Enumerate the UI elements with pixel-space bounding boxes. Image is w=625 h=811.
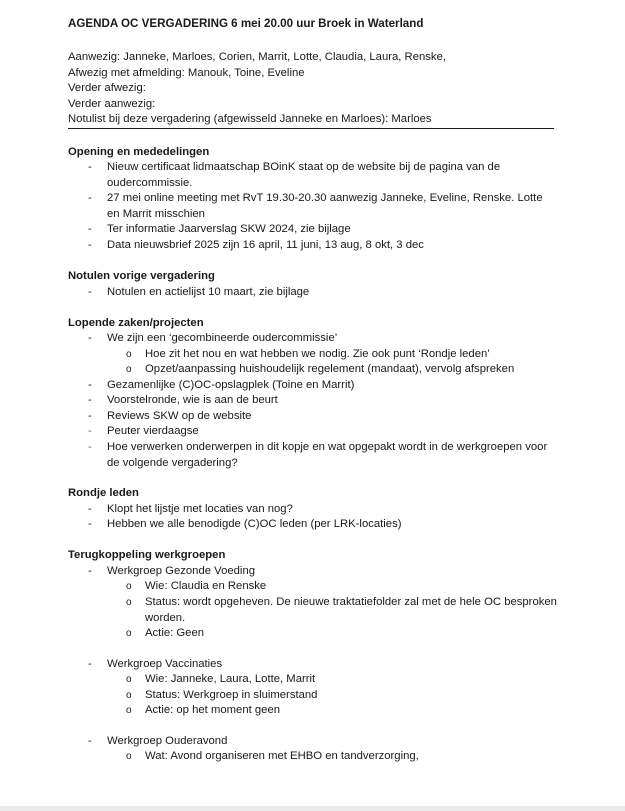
list-item: - Werkgroep Vaccinaties: [88, 657, 558, 673]
agenda-title: AGENDA OC VERGADERING 6 mei 20.00 uur Broek in Waterland: [68, 17, 424, 30]
circle-bullet: o: [126, 674, 132, 685]
list-item: - Gezamenlijke (C)OC-opslagplek (Toine en Marrit): [88, 378, 558, 394]
section-heading-rondje: Rondje leden: [68, 487, 139, 499]
sub-list-item: o Wie: Janneke, Laura, Lotte, Marrit: [126, 672, 558, 688]
sub-list-item: o Hoe zit het nou en wat hebben we nodig. Zie ook punt ‘Rondje leden’: [126, 347, 558, 363]
dash-bullet: -: [88, 286, 92, 298]
list-item: - We zijn een ‘gecombineerde oudercommissie’: [88, 331, 558, 347]
sub-list-item: o Wat: Avond organiseren met EHBO en tandverzorging,: [126, 749, 558, 765]
section-heading-terugkoppeling: Terugkoppeling werkgroepen: [68, 549, 226, 561]
section-heading-notulen: Notulen vorige vergadering: [68, 270, 215, 282]
list-item: - Voorstelronde, wie is aan de beurt: [88, 393, 558, 409]
list-item: - Ter informatie Jaarverslag SKW 2024, zie bijlage: [88, 222, 558, 238]
dash-bullet: -: [88, 223, 92, 235]
verder-aanwezig-line: Verder aanwezig:: [68, 98, 156, 110]
list-item: - Klopt het lijstje met locaties van nog?: [88, 502, 558, 518]
sub-list-item: o Opzet/aanpassing huishoudelijk regelement (mandaat), vervolg afspreken: [126, 362, 558, 378]
list-item: - Data nieuwsbrief 2025 zijn 16 april, 11 juni, 13 aug, 8 okt, 3 dec: [88, 238, 558, 254]
list-item: - Reviews SKW op de website: [88, 409, 558, 425]
dash-bullet: -: [88, 410, 92, 422]
dash-bullet: -: [88, 379, 92, 391]
dash-bullet: -: [88, 735, 92, 747]
aanwezig-line: Aanwezig: Janneke, Marloes, Corien, Marrit, Lotte, Claudia, Laura, Renske,: [68, 51, 447, 63]
dash-bullet: -: [88, 332, 92, 344]
dash-bullet: -: [88, 239, 92, 251]
circle-bullet: o: [126, 364, 132, 375]
dash-bullet: -: [88, 394, 92, 406]
dash-bullet: -: [88, 658, 92, 670]
sub-list-item: o Wie: Claudia en Renske: [126, 579, 558, 595]
dash-bullet: -: [88, 441, 92, 453]
dash-bullet: -: [88, 192, 92, 204]
sub-list-item: o Actie: Geen: [126, 626, 558, 642]
dash-bullet: -: [88, 161, 92, 173]
circle-bullet: o: [126, 349, 132, 360]
list-item: - Werkgroep Ouderavond: [88, 734, 558, 750]
circle-bullet: o: [126, 690, 132, 701]
notulist-line: Notulist bij deze vergadering (afgewisseld Janneke en Marloes): Marloes: [68, 113, 432, 125]
list-item: - Notulen en actielijst 10 maart, zie bijlage: [88, 285, 558, 301]
list-item: - Werkgroep Gezonde Voeding: [88, 564, 558, 580]
dash-bullet: -: [88, 503, 92, 515]
circle-bullet: o: [126, 751, 132, 762]
dash-bullet: -: [88, 425, 92, 437]
section-heading-opening: Opening en mededelingen: [68, 146, 210, 158]
sub-list-item: o Status: wordt opgeheven. De nieuwe traktatiefolder zal met de hele OC besproken worden.: [126, 596, 557, 624]
circle-bullet: o: [126, 705, 132, 716]
verder-afwezig-line: Verder afwezig:: [68, 82, 146, 94]
list-item: - Nieuw certificaat lidmaatschap BOinK staat op de website bij de pagina van de oudercommissie.: [88, 161, 501, 189]
section-heading-lopende: Lopende zaken/projecten: [68, 317, 204, 329]
sub-list-item: o Actie: op het moment geen: [126, 703, 558, 719]
list-item: - 27 mei online meeting met RvT 19.30-20.30 aanwezig Janneke, Eveline, Renske. Lotte en Marrit misschien: [88, 192, 543, 220]
circle-bullet: o: [126, 597, 132, 608]
circle-bullet: o: [126, 628, 132, 639]
afwezig-afmelding-line: Afwezig met afmelding: Manouk, Toine, Eveline: [68, 67, 305, 79]
dash-bullet: -: [88, 565, 92, 577]
sub-list-item: o Status: Werkgroep in sluimerstand: [126, 688, 558, 704]
dash-bullet: -: [88, 518, 92, 530]
header-divider: [68, 128, 554, 129]
list-item: - Peuter vierdaagse: [88, 424, 558, 440]
page-bottom-edge: [0, 806, 625, 811]
circle-bullet: o: [126, 581, 132, 592]
list-item: - Hoe verwerken onderwerpen in dit kopje en wat opgepakt wordt in de werkgroepen voor de volgende vergadering?: [88, 441, 548, 469]
list-item: - Hebben we alle benodigde (C)OC leden (per LRK-locaties): [88, 517, 558, 533]
